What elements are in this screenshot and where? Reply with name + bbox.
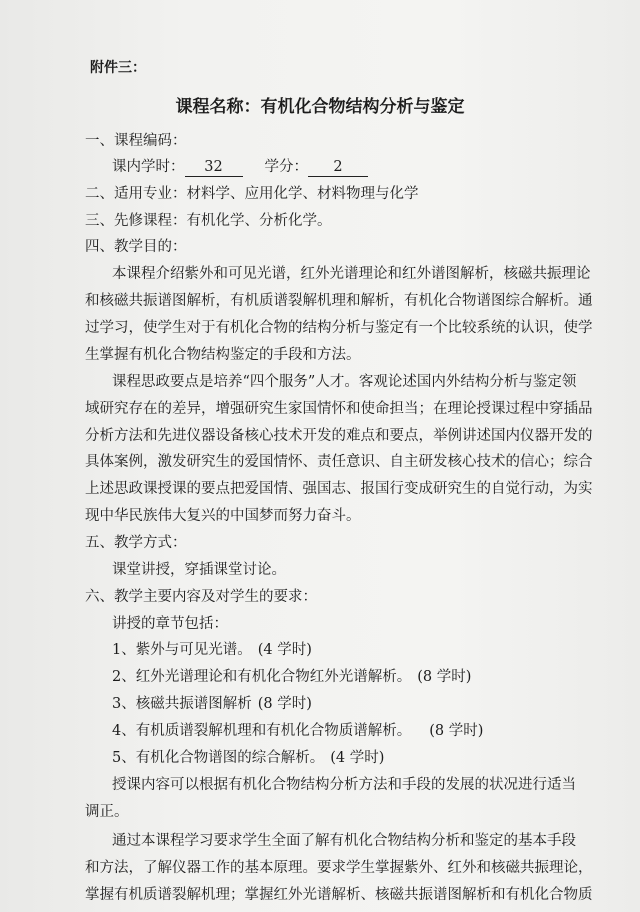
chapter-item xyxy=(112,721,483,741)
section5-heading: 五、教学方式： xyxy=(85,535,187,551)
purpose-para1-line: 生掌握有机化合物结构鉴定的手段和方法。 xyxy=(85,347,361,363)
purpose-para2-line: 域研究存在的差异，增强研究生家国情怀和使命担当；在理论授课过程中穿插品 xyxy=(85,401,593,417)
hours-value: 32 xyxy=(185,158,243,177)
purpose-para2-line: 分析方法和先进仪器设备核心技术开发的难点和要点，举例讲述国内仪器开发的 xyxy=(85,428,593,444)
section1-heading: 一、课程编码： xyxy=(85,133,187,149)
chapter-item xyxy=(112,667,471,687)
chapter-hours: (4 学时) xyxy=(257,642,312,658)
attachment-label: 附件三： xyxy=(90,60,146,76)
adjust-line: 授课内容可以根据有机化合物结构分析方法和手段的发展的状况进行适当 xyxy=(112,777,576,793)
course-title: 课程名称：有机化合物结构分析与鉴定 xyxy=(175,97,465,117)
requirement-line: 和方法，了解仪器工作的基本原理。要求学生掌握紫外、红外和核磁共振理论， xyxy=(85,860,593,876)
chapter-label: 4、有机质谱裂解机理和有机化合物质谱解析。 xyxy=(112,723,412,739)
section4-heading: 四、教学目的： xyxy=(85,239,187,255)
purpose-para1-line: 和核磁共振谱图解析，有机质谱裂解机理和解析，有机化合物谱图综合解析。通 xyxy=(85,293,593,309)
requirement-line: 掌握有机质谱裂解机理；掌握红外光谱解析、核磁共振谱图解析和有机化合物质 xyxy=(85,887,593,903)
purpose-para1-line: 本课程介绍紫外和可见光谱，红外光谱理论和红外谱图解析，核磁共振理论 xyxy=(112,266,591,282)
credit-label: 学分： xyxy=(264,159,308,175)
section2-text: 二、适用专业：材料学、应用化学、材料物理与化学 xyxy=(85,186,419,202)
purpose-para2-line: 现中华民族伟大复兴的中国梦而努力奋斗。 xyxy=(85,508,361,524)
chapter-label: 3、核磁共振谱图解析 xyxy=(112,696,252,712)
chapter-item xyxy=(112,640,312,660)
purpose-para2-line: 课程思政要点是培养“四个服务”人才。客观论述国内外结构分析与鉴定领 xyxy=(112,374,577,390)
section3-text: 三、先修课程：有机化学、分析化学。 xyxy=(85,213,332,229)
chapters-intro: 讲授的章节包括： xyxy=(112,616,228,632)
purpose-para2-line: 具体案例，激发研究生的爱国情怀、责任意识、自主研发核心技术的信心；综合 xyxy=(85,454,593,470)
requirement-line: 通过本课程学习要求学生全面了解有机化合物结构分析和鉴定的基本手段 xyxy=(112,833,576,849)
chapter-label: 5、有机化合物谱图的综合解析。 xyxy=(112,750,325,766)
purpose-para1-line: 过学习，使学生对于有机化合物的结构分析与鉴定有一个比较系统的认识，使学 xyxy=(85,320,593,336)
credit-value: 2 xyxy=(308,158,368,177)
chapter-item xyxy=(112,748,384,768)
chapter-hours: (8 学时) xyxy=(257,696,312,712)
chapter-hours: (4 学时) xyxy=(330,750,385,766)
chapter-hours: (8 学时) xyxy=(417,669,472,685)
purpose-para2-line: 上述思政课授课的要点把爱国情、强国志、报国行变成研究生的自觉行动，为实 xyxy=(85,481,593,497)
chapter-hours: (8 学时) xyxy=(429,723,484,739)
section6-heading: 六、教学主要内容及对学生的要求： xyxy=(85,589,317,605)
hours-credits-line xyxy=(112,157,368,177)
adjust-line: 调正。 xyxy=(85,804,129,820)
section5-text: 课堂讲授，穿插课堂讨论。 xyxy=(112,562,286,578)
chapter-label: 1、紫外与可见光谱。 xyxy=(112,642,252,658)
chapter-label: 2、红外光谱理论和有机化合物红外光谱解析。 xyxy=(112,669,412,685)
hours-label: 课内学时： xyxy=(112,159,185,175)
chapter-item xyxy=(112,694,312,714)
